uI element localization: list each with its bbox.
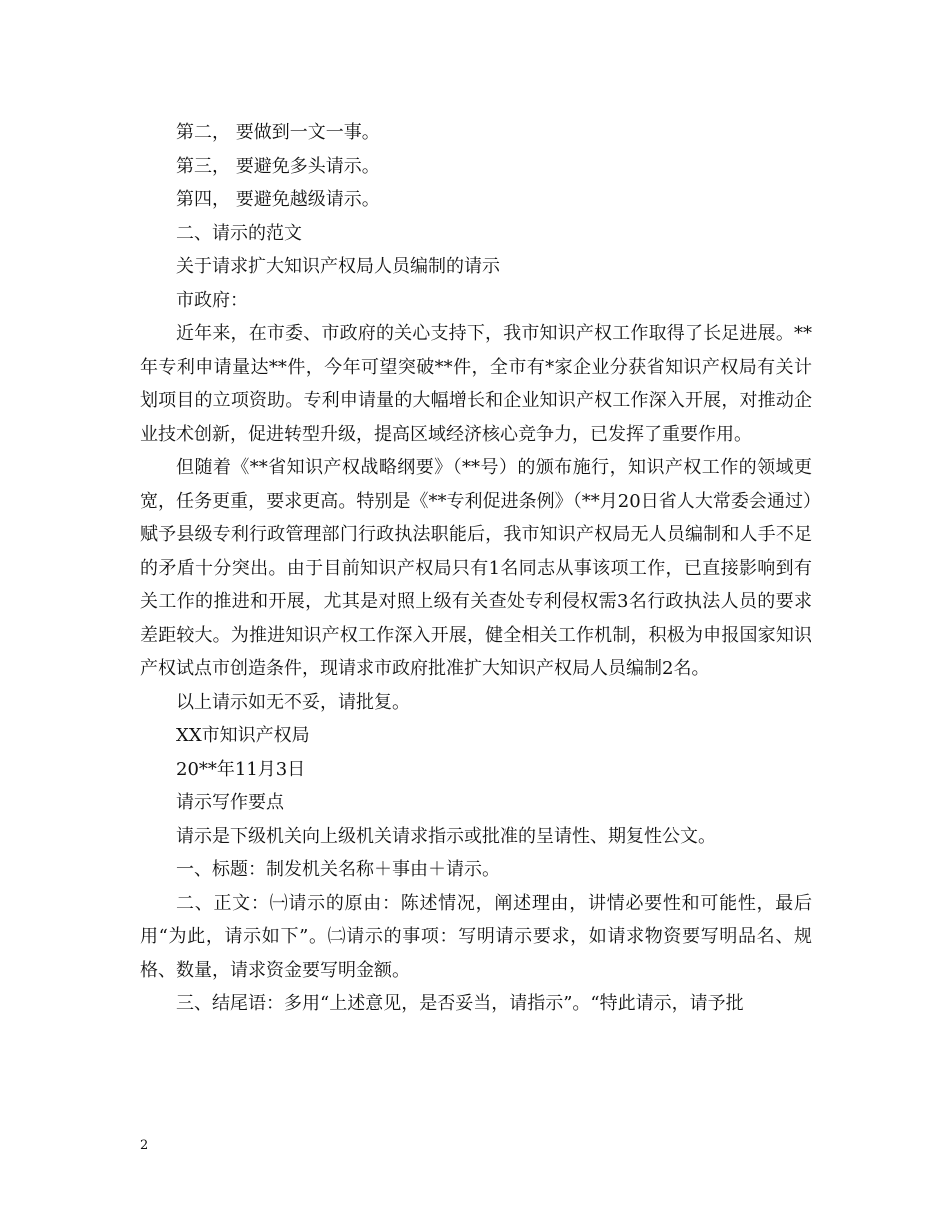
ending-point: 三、结尾语：多用“上述意见，是否妥当，请指示”。“特此请示，请予批 <box>176 993 744 1014</box>
recipient-line: 市政府： <box>176 289 248 311</box>
closing-line: 以上请示如无不妥，请批复。 <box>176 691 410 713</box>
page-number: 2 <box>140 1138 149 1153</box>
section-heading-sample: 二、请示的范文 <box>176 222 302 244</box>
body-point: 二、正文：㈠请示的原由：陈述情况，阐述理由，讲情必要性和可能性，最后用“为此，请示如下”。㈡请示的事项：写明请示要求，如请求物资要写明品名、规格、数量，请求资金要写明金额。 <box>140 892 812 981</box>
sample-title: 关于请求扩大知识产权局人员编制的请示 <box>176 256 500 277</box>
title-point: 一、标题：制发机关名称＋事由＋请示。 <box>176 859 500 880</box>
paragraph-item-2: 第二， 要做到一文一事。 <box>176 122 380 143</box>
body-paragraph-progress: 近年来，在市委、市政府的关心支持下，我市知识产权工作取得了长足进展。**年专利申请量达**件，今年可望突破**件，全市有*家企业分获省知识产权局有关计划项目的立项资助。专利申请量的大幅增长和企业知识产权工作深入开展，对推动企业技术创新，促进转型升级，提高区域经济核心竞争力，已发挥了重要作用。 <box>140 323 812 445</box>
definition-paragraph: 请示是下级机关向上级机关请求指示或批准的呈请性、期复性公文。 <box>176 825 716 847</box>
body-paragraph-request: 但随着《**省知识产权战略纲要》（**号）的颁布施行，知识产权工作的领域更宽，任务更重，要求更高。特别是《**专利促进条例》（**月20日省人大常委会通过）赋予县级专利行政管理部门行政执法职能后，我市知识产权局无人员编制和人手不足的矛盾十分突出。由于目前知识产权局只有1名同志从事该项工作，已直接影响到有关工作的推进和开展，尤其是对照上级有关查处专利侵权需3名行政执法人员的要求差距较大。为推进知识产权工作深入开展，健全相关工作机制，积极为申报国家知识产权试点市创造条件，现请求市政府批准扩大知识产权局人员编制2名。 <box>140 457 812 679</box>
issuer-line: XX市知识产权局 <box>176 725 310 746</box>
paragraph-item-3: 第三， 要避免多头请示。 <box>176 155 380 177</box>
document-body <box>140 116 812 1021</box>
paragraph-item-4: 第四， 要避免越级请示。 <box>176 189 380 210</box>
writing-points-heading: 请示写作要点 <box>176 792 284 813</box>
date-line: 20**年11月3日 <box>176 758 306 780</box>
